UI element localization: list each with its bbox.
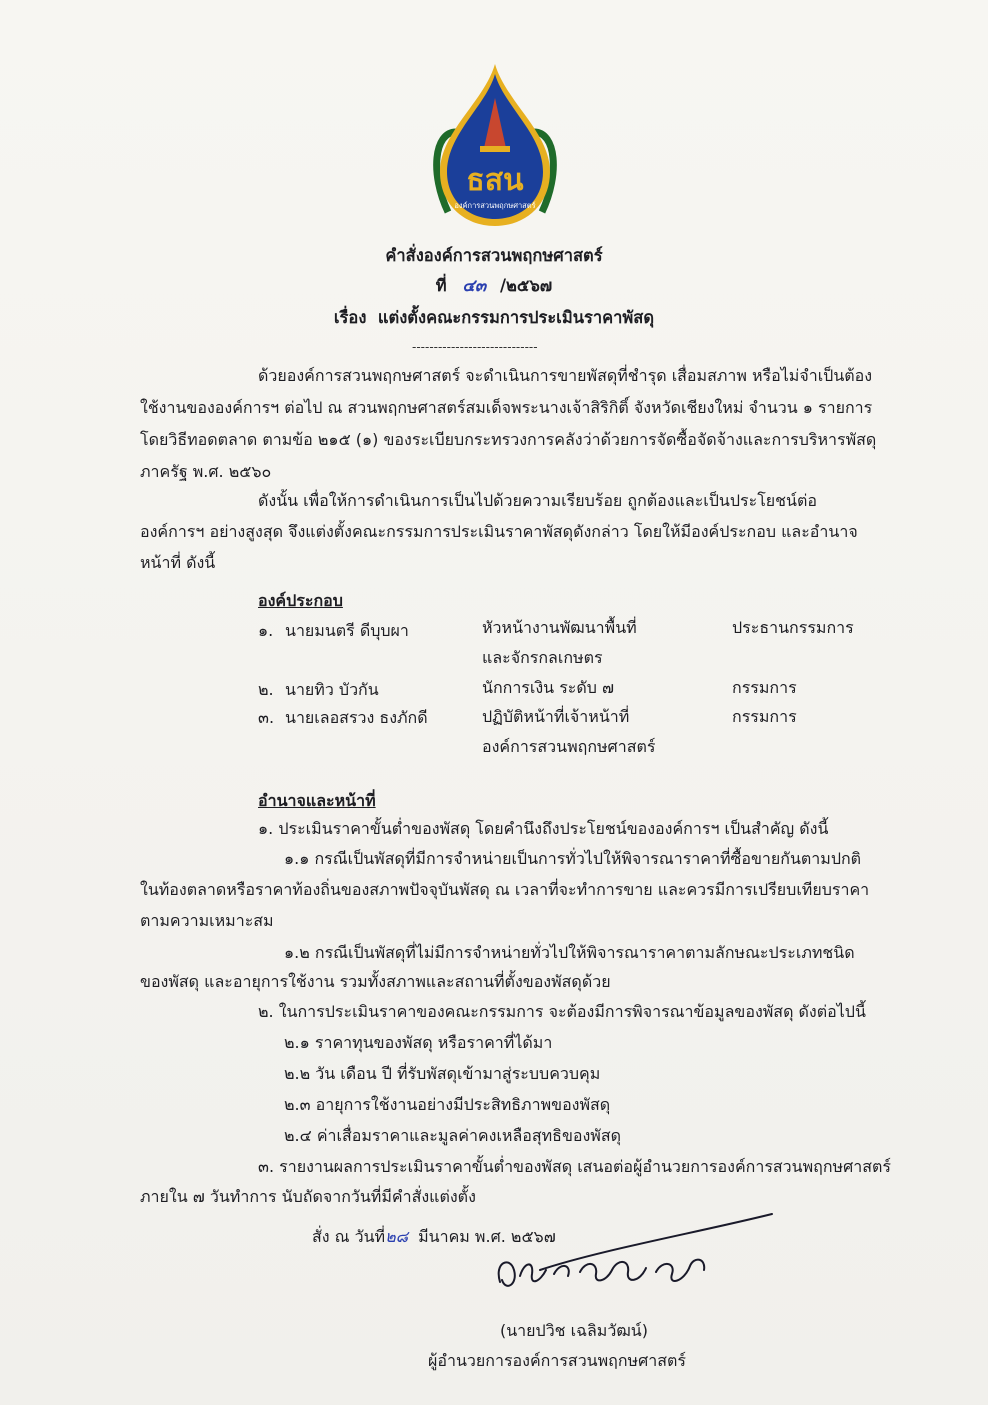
member-position-cont: และจักรกลเกษตร <box>482 648 603 667</box>
duty-1-2-line-1: ๑.๒ กรณีเป็นพัสดุที่ไม่มีการจำหน่ายทั่วไปให้พิจารณาราคาตามลักษณะประเภทชนิด <box>284 943 855 962</box>
member-role: กรรมการ <box>732 678 797 697</box>
intro-line-3: โดยวิธีทอดตลาด ตามข้อ ๒๑๕ (๑) ของระเบียบกระทรวงการคลังว่าด้วยการจัดซื้อจัดจ้างและการบริหารพัสดุ <box>140 430 877 449</box>
intro-line-1: ด้วยองค์การสวนพฤกษศาสตร์ จะดำเนินการขายพัสดุที่ชำรุด เสื่อมสภาพ หรือไม่จำเป็นต้อง <box>258 366 873 385</box>
order-org-line: คำสั่งองค์การสวนพฤกษศาสตร์ <box>385 246 603 265</box>
duty-1-1-line-2: ในท้องตลาดหรือราคาท้องถิ่นของสภาพปัจจุบันพัสดุ ณ เวลาที่จะทำการขาย และควรมีการเปรียบเทียบราคา <box>140 880 870 899</box>
intro-line-4: ภาครัฐ พ.ศ. ๒๕๖๐ <box>140 462 272 481</box>
therefore-line-1: ดังนั้น เพื่อให้การดำเนินการเป็นไปด้วยความเรียบร้อย ถูกต้องและเป็นประโยชน์ต่อ <box>258 491 817 510</box>
signatory-name: (นายปวิช เฉลิมวัฒน์) <box>500 1321 648 1340</box>
subject-label: เรื่อง <box>333 308 367 327</box>
order-number-prefix: ที่ <box>435 276 447 295</box>
signatory-title: ผู้อำนวยการองค์การสวนพฤกษศาสตร์ <box>428 1351 686 1370</box>
member-name: นายเลอสรวง ธงภักดี <box>285 708 428 727</box>
member-number: ๓. <box>258 708 275 727</box>
duties-heading: อำนาจและหน้าที่ <box>258 791 376 810</box>
duty-2-item: ๒.๒ วัน เดือน ปี ที่รับพัสดุเข้ามาสู่ระบบควบคุม <box>284 1064 601 1083</box>
order-number: ๔๓ <box>462 276 487 295</box>
member-name: นายมนตรี ดีบุบผา <box>285 621 409 640</box>
therefore-line-2: องค์การฯ อย่างสูงสุด จึงแต่งตั้งคณะกรรมการประเมินราคาพัสดุดังกล่าว โดยให้มีองค์ประกอบ และอำนาจ <box>140 522 858 541</box>
duty-1-2-line-2: ของพัสดุ และอายุการใช้งาน รวมทั้งสภาพและสถานที่ตั้งของพัสดุด้วย <box>140 972 611 991</box>
duty-2-item: ๒.๑ ราคาทุนของพัสดุ หรือราคาที่ได้มา <box>284 1033 553 1052</box>
member-number: ๒. <box>258 680 274 699</box>
member-position-cont: องค์การสวนพฤกษศาสตร์ <box>482 737 656 756</box>
member-position: ปฏิบัติหน้าที่เจ้าหน้าที่ <box>482 707 630 726</box>
handwritten-signature <box>480 1212 790 1302</box>
therefore-line-3: หน้าที่ ดังนี้ <box>140 553 216 572</box>
duty-2-item: ๒.๔ ค่าเสื่อมราคาและมูลค่าคงเหลือสุทธิของพัสดุ <box>284 1126 622 1145</box>
duty-2-item: ๒.๓ อายุการใช้งานอย่างมีประสิทธิภาพของพัสดุ <box>284 1095 611 1114</box>
duty-2: ๒. ในการประเมินราคาของคณะกรรมการ จะต้องมีการพิจารณาข้อมูลของพัสดุ ดังต่อไปนี้ <box>258 1002 866 1021</box>
intro-line-2: ใช้งานขององค์การฯ ต่อไป ณ สวนพฤกษศาสตร์สมเด็จพระนางเจ้าสิริกิติ์ จังหวัดเชียงใหม่ จำนวน ๑ รายการ <box>140 398 873 417</box>
duty-1-1-line-1: ๑.๑ กรณีเป็นพัสดุที่มีการจำหน่ายเป็นการทั่วไปให้พิจารณาราคาที่ซื้อขายกันตามปกติ <box>284 849 862 868</box>
duty-3-line-2: ภายใน ๗ วันทำการ นับถัดจากวันที่มีคำสั่งแต่งตั้ง <box>140 1187 476 1206</box>
member-position: หัวหน้างานพัฒนาพื้นที่ <box>482 618 637 637</box>
logo-emblem-text: ธสน <box>466 163 524 198</box>
order-subject-line <box>0 306 988 330</box>
subject-text: แต่งตั้งคณะกรรมการประเมินราคาพัสดุ <box>377 308 655 327</box>
duty-1: ๑. ประเมินราคาขั้นต่ำของพัสดุ โดยคำนึงถึงประโยชน์ขององค์การฯ เป็นสำคัญ ดังนี้ <box>258 819 829 838</box>
order-date-rest: มีนาคม พ.ศ. ๒๕๖๗ <box>418 1227 556 1246</box>
member-role: กรรมการ <box>732 707 797 726</box>
logo-ring-text: องค์การสวนพฤกษศาสตร์ <box>454 201 536 210</box>
order-number-line <box>0 274 988 298</box>
duty-1-1-line-3: ตามความเหมาะสม <box>140 911 274 930</box>
order-date-day: ๒๘ <box>385 1227 408 1246</box>
member-position: นักการเงิน ระดับ ๗ <box>482 678 615 697</box>
members-heading: องค์ประกอบ <box>258 591 343 610</box>
order-year: /๒๕๖๗ <box>499 276 553 295</box>
order-date-prefix: สั่ง ณ วันที่ <box>312 1227 386 1246</box>
organization-logo <box>426 62 564 234</box>
member-role: ประธานกรรมการ <box>732 618 854 637</box>
duty-3-line-1: ๓. รายงานผลการประเมินราคาขั้นต่ำของพัสดุ เสนอต่อผู้อำนวยการองค์การสวนพฤกษศาสตร์ <box>258 1157 891 1176</box>
member-number: ๑. <box>258 621 274 640</box>
member-name: นายทิว บัวกัน <box>285 680 379 699</box>
header-separator: ----------------------------- <box>412 340 538 354</box>
